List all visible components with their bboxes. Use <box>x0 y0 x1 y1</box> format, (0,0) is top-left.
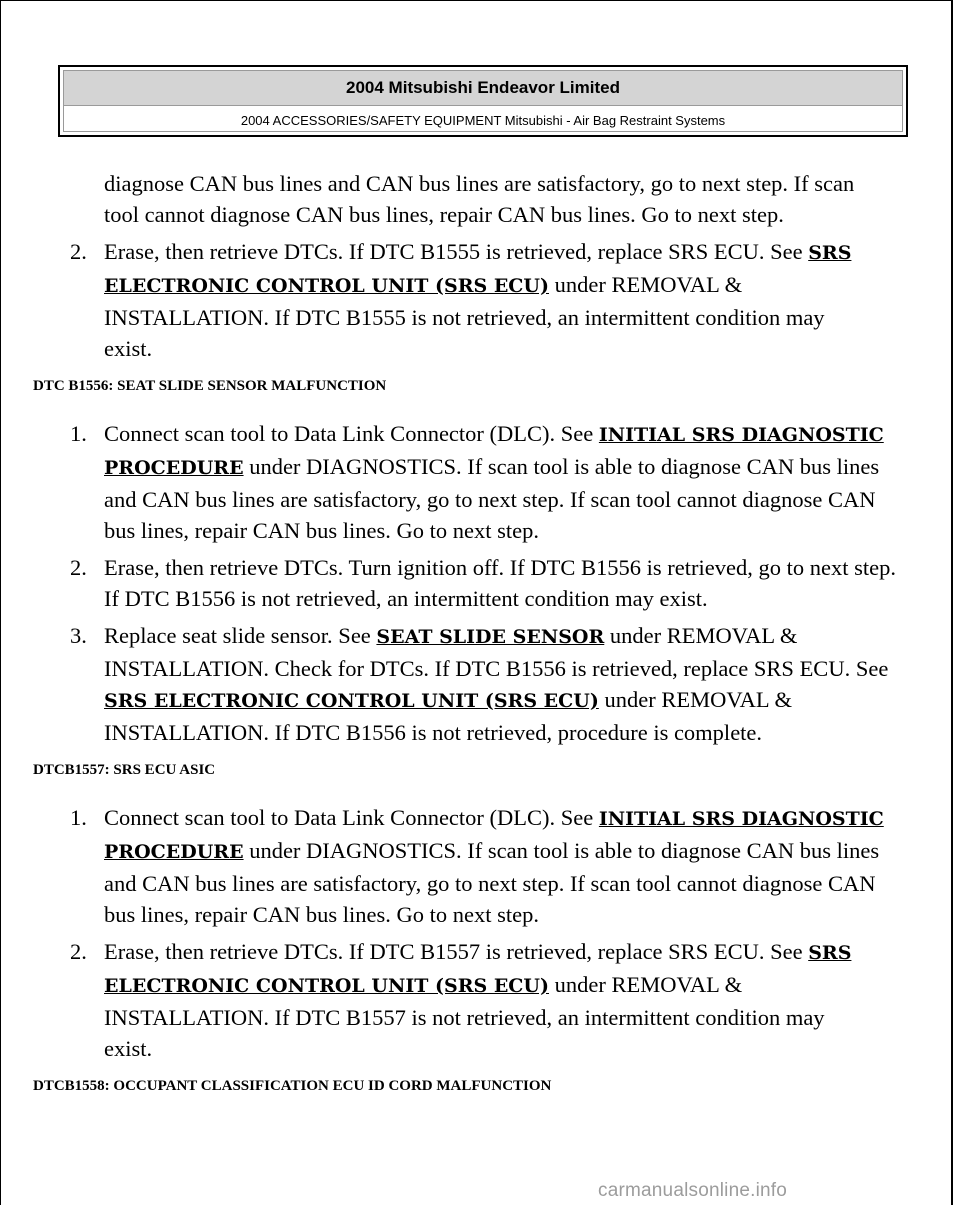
list-item <box>0 620 953 748</box>
list-item-number: 2. <box>70 555 87 580</box>
initial-srs-diagnostic-link[interactable]: INITIAL SRS DIAGNOSTIC PROCEDURE <box>104 424 884 479</box>
list-item <box>0 936 953 1064</box>
srs-ecu-link[interactable]: SRS ELECTRONIC CONTROL UNIT (SRS ECU) <box>104 942 852 997</box>
list-item-number: 2. <box>70 939 87 964</box>
list-item-text: under DIAGNOSTICS. If scan tool is able to diagnose CAN bus lines and CAN bus lines are satisfactory, go to next step. If scan tool cannot diagnose CAN bus lines, repair CAN bus lines. Go to next step. <box>104 838 880 927</box>
list-item-text: under REMOVAL & INSTALLATION. Check for DTCs. If DTC B1556 is retrieved, replace SRS ECU. See <box>104 623 889 681</box>
list-item <box>0 418 953 546</box>
watermark: carmanualsonline.info <box>598 1180 788 1201</box>
list-item-text: under DIAGNOSTICS. If scan tool is able to diagnose CAN bus lines and CAN bus lines are satisfactory, go to next step. If scan tool cannot diagnose CAN bus lines, repair CAN bus lines. Go to next step. <box>104 454 880 543</box>
list-item-text: Erase, then retrieve DTCs. If DTC B1555 is retrieved, replace SRS ECU. See <box>104 239 809 264</box>
list-item <box>0 802 953 930</box>
list-item <box>0 552 953 614</box>
list-item-text: Replace seat slide sensor. See <box>104 623 377 648</box>
list-item-text: Connect scan tool to Data Link Connector (DLC). See <box>104 421 599 446</box>
document-header <box>58 65 908 137</box>
srs-ecu-link[interactable]: SRS ELECTRONIC CONTROL UNIT (SRS ECU) <box>104 242 852 297</box>
section-heading-b1556: DTC B1556: SEAT SLIDE SENSOR MALFUNCTION <box>33 378 387 394</box>
list-item-text: under REMOVAL & INSTALLATION. If DTC B1556 is not retrieved, procedure is complete. <box>104 687 792 745</box>
list-item-text: Connect scan tool to Data Link Connector (DLC). See <box>104 805 599 830</box>
header-subtitle: 2004 ACCESSORIES/SAFETY EQUIPMENT Mitsubishi - Air Bag Restraint Systems <box>240 113 726 128</box>
list-item-text: under REMOVAL & INSTALLATION. If DTC B1557 is not retrieved, an intermittent condition may exist. <box>104 972 825 1061</box>
list-item-number: 1. <box>70 805 87 830</box>
list-item-number: 2. <box>70 239 87 264</box>
intro-continuation <box>0 168 953 230</box>
document-body <box>0 168 953 1096</box>
list-item-text: Erase, then retrieve DTCs. If DTC B1557 is retrieved, replace SRS ECU. See <box>104 939 809 964</box>
header-title: 2004 Mitsubishi Endeavor Limited <box>64 71 902 106</box>
header-inner <box>63 70 903 132</box>
list-item-text: Erase, then retrieve DTCs. Turn ignition off. If DTC B1556 is retrieved, go to next step. If DTC B1556 is not retrieved, an intermittent condition may exist. <box>104 555 896 611</box>
section-heading-b1557: DTCB1557: SRS ECU ASIC <box>33 762 216 778</box>
seat-slide-sensor-link[interactable]: SEAT SLIDE SENSOR <box>376 626 605 648</box>
list-item-number: 1. <box>70 421 87 446</box>
list-item-number: 3. <box>70 623 87 648</box>
intro-text: diagnose CAN bus lines and CAN bus lines are satisfactory, go to next step. If scan tool cannot diagnose CAN bus lines, repair CAN bus lines. Go to next step. <box>104 171 855 227</box>
section-heading-b1558: DTCB1558: OCCUPANT CLASSIFICATION ECU ID CORD MALFUNCTION <box>33 1078 552 1094</box>
initial-srs-diagnostic-link[interactable]: INITIAL SRS DIAGNOSTIC PROCEDURE <box>104 808 884 863</box>
srs-ecu-link[interactable]: SRS ELECTRONIC CONTROL UNIT (SRS ECU) <box>104 690 599 712</box>
list-item-text: under REMOVAL & INSTALLATION. If DTC B1555 is not retrieved, an intermittent condition may exist. <box>104 272 825 361</box>
list-item <box>0 236 953 364</box>
